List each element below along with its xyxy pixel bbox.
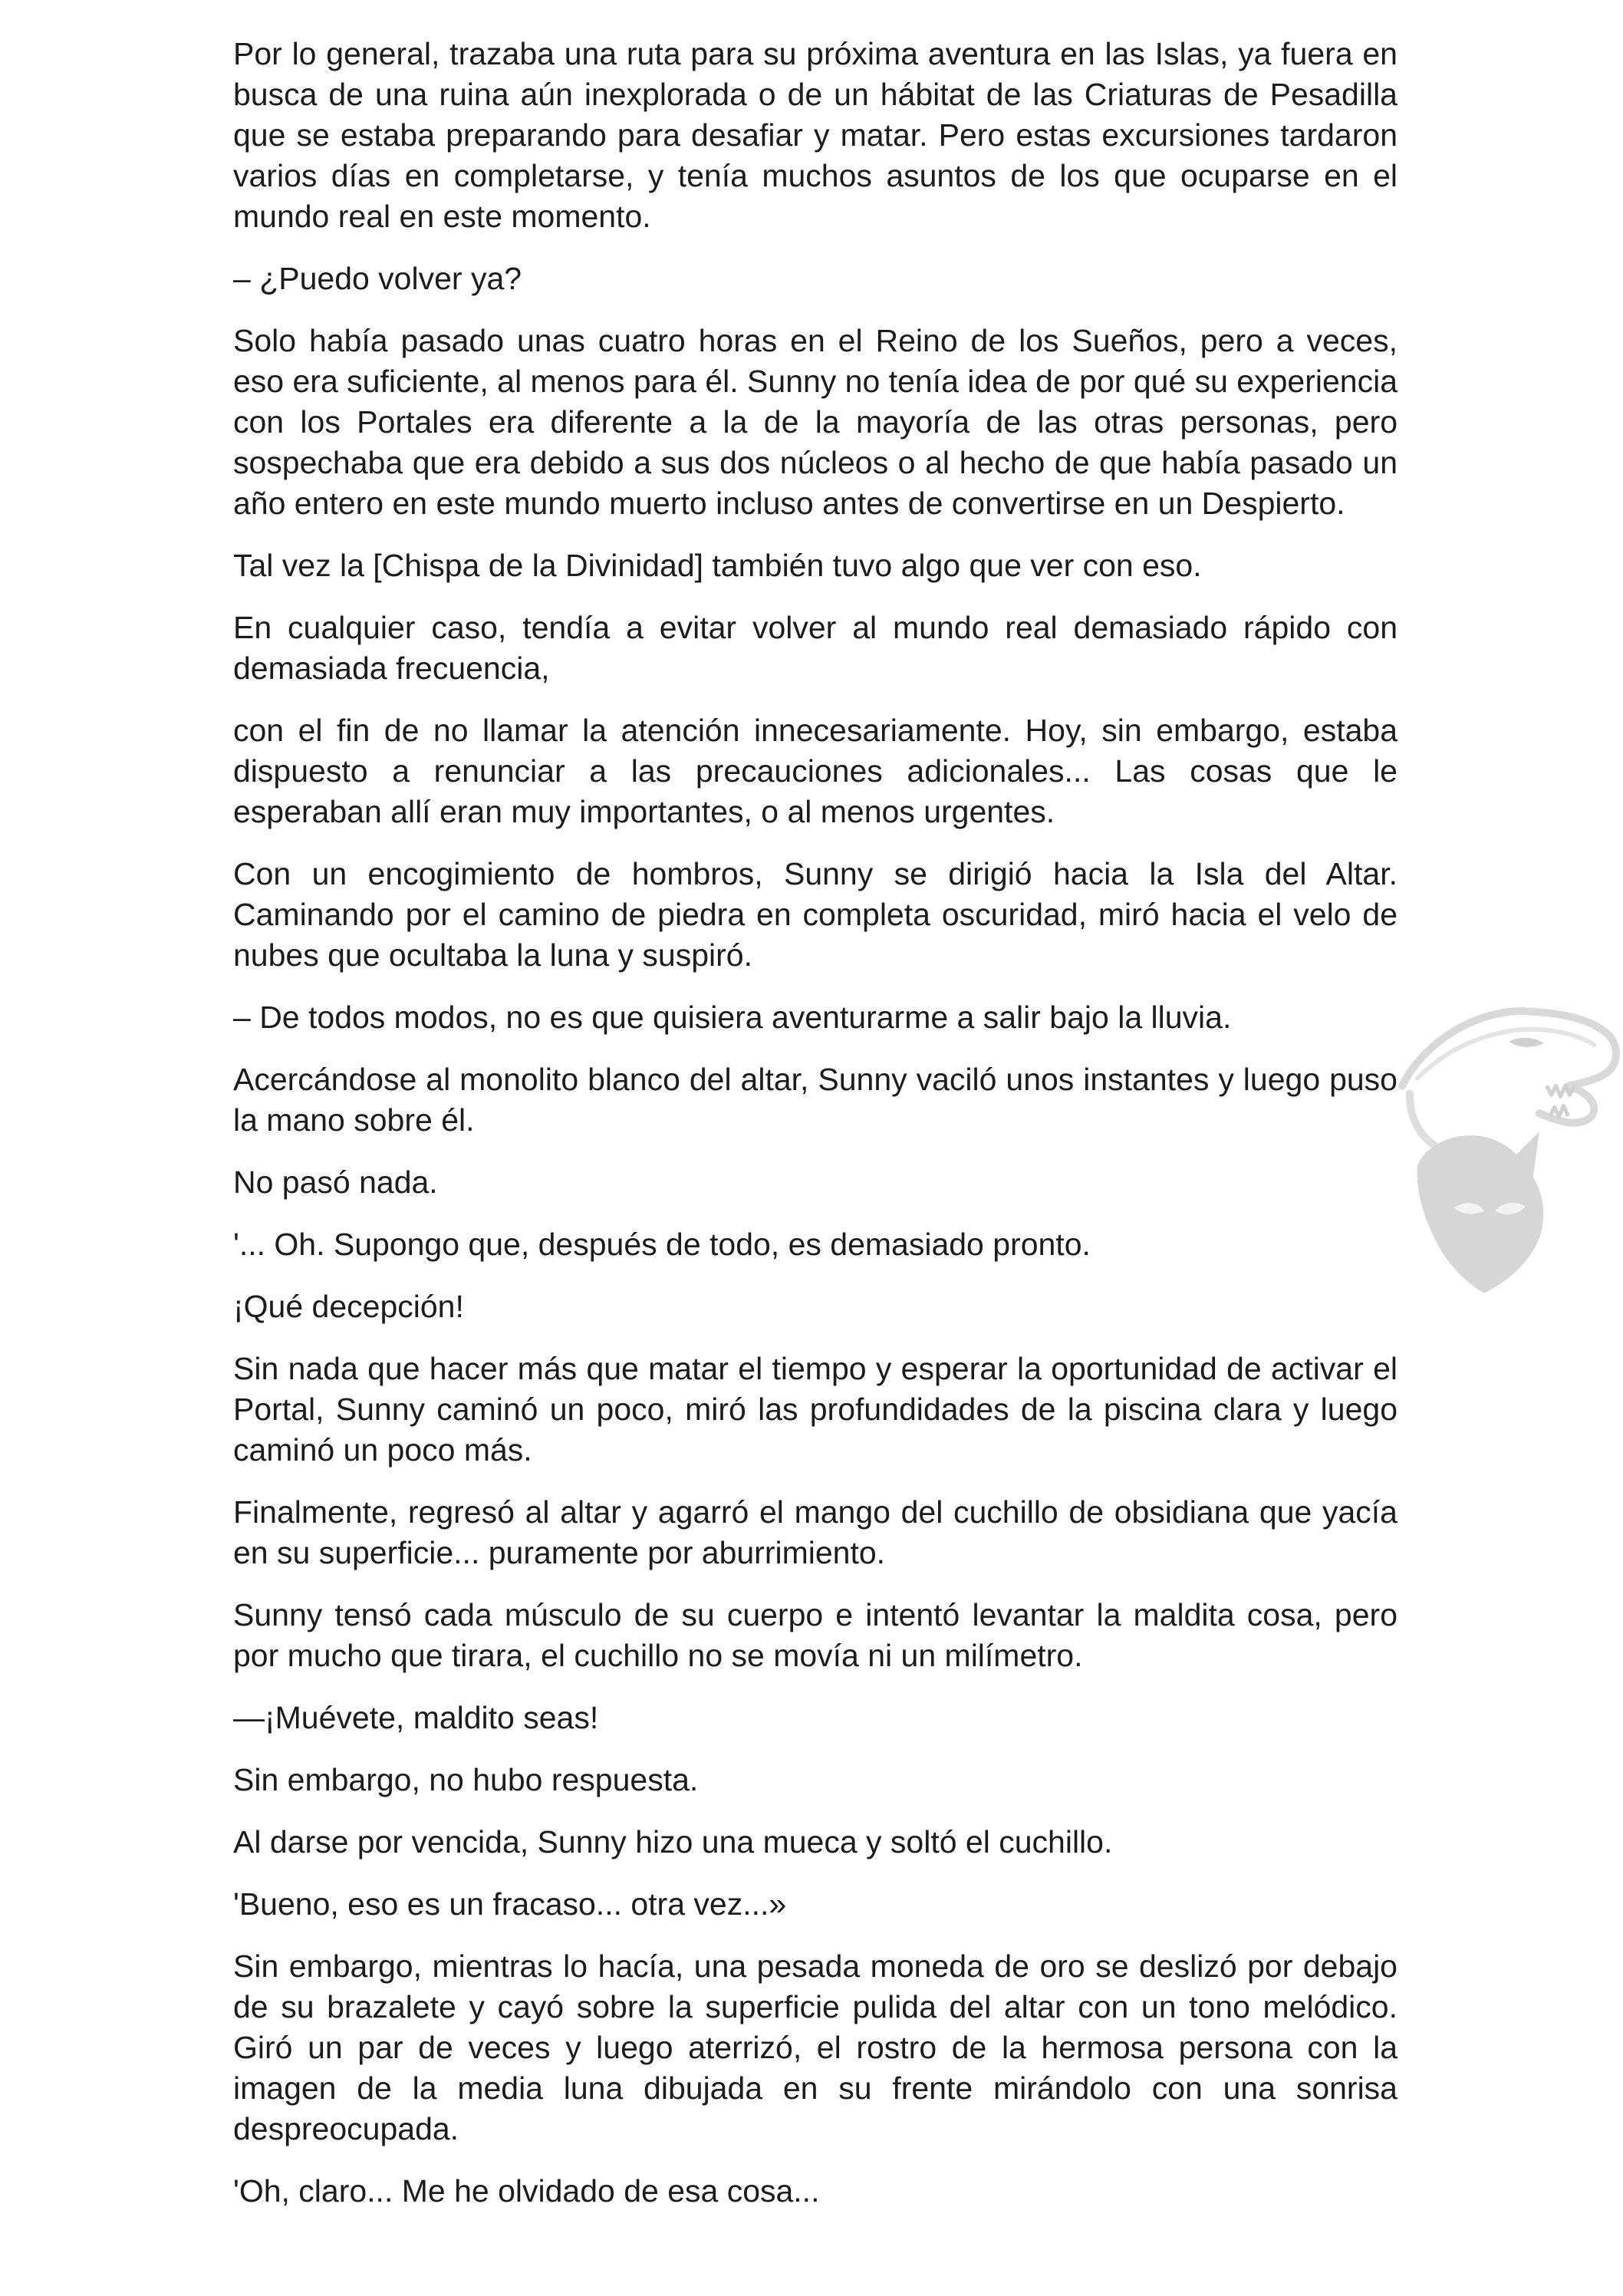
- paragraph-16: —¡Muévete, maldito seas!: [233, 1700, 599, 1735]
- paragraph-15: Sunny tensó cada músculo de su cuerpo e intentó levantar la maldita cosa, pero por mucho que tirara, el cuchillo no se movía ni un milímetro.: [233, 1597, 1397, 1673]
- paragraph-6: con el fin de no llamar la atención innecesariamente. Hoy, sin embargo, estaba dispuesto a renunciar a las precauciones adicionales... Las cosas que le esperaban allí eran muy importantes, o al menos urgentes.: [233, 713, 1397, 829]
- paragraph-4: Tal vez la [Chispa de la Divinidad] también tuvo algo que ver con eso.: [233, 548, 1202, 583]
- paragraph-13: Sin nada que hacer más que matar el tiempo y esperar la oportunidad de activar el Portal, Sunny caminó un poco, miró las profundidades de la piscina clara y luego caminó un poco más.: [233, 1351, 1397, 1468]
- paragraph-11: '... Oh. Supongo que, después de todo, es demasiado pronto.: [233, 1227, 1091, 1262]
- paragraph-12: ¡Qué decepción!: [233, 1289, 464, 1324]
- dinosaur-head-icon: [1394, 993, 1623, 1300]
- paragraph-14: Finalmente, regresó al altar y agarró el mango del cuchillo de obsidiana que yacía en su superficie... puramente por aburrimiento.: [233, 1494, 1397, 1570]
- paragraph-19: 'Bueno, eso es un fracaso... otra vez...»: [233, 1886, 787, 1922]
- paragraph-10: No pasó nada.: [233, 1164, 438, 1200]
- paragraph-5: En cualquier caso, tendía a evitar volver al mundo real demasiado rápido con demasiada frecuencia,: [233, 610, 1397, 686]
- paragraph-3: Solo había pasado unas cuatro horas en el Reino de los Sueños, pero a veces, eso era suficiente, al menos para él. Sunny no tenía idea de por qué su experiencia con los Portales era diferente a la de la mayoría de las otras personas, pero sospechaba que era debido a sus dos núcleos o al hecho de que había pasado un año entero en este mundo muerto incluso antes de convertirse en un Despierto.: [233, 323, 1397, 521]
- paragraph-2: – ¿Puedo volver ya?: [233, 261, 522, 296]
- paragraph-1: Por lo general, trazaba una ruta para su próxima aventura en las Islas, ya fuera en busca de una ruina aún inexplorada o de un hábitat de las Criaturas de Pesadilla que se estaba preparando para desafiar y matar. Pero estas excursiones tardaron varios días en completarse, y tenía muchos asuntos de los que ocuparse en el mundo real en este momento.: [233, 36, 1397, 234]
- paragraph-7: Con un encogimiento de hombros, Sunny se dirigió hacia la Isla del Altar. Caminando por el camino de piedra en completa oscuridad, miró hacia el velo de nubes que ocultaba la luna y suspiró.: [233, 856, 1397, 973]
- document-page: [233, 34, 1397, 2233]
- paragraph-18: Al darse por vencida, Sunny hizo una mueca y soltó el cuchillo.: [233, 1824, 1113, 1860]
- paragraph-17: Sin embargo, no hubo respuesta.: [233, 1762, 699, 1797]
- paragraph-8: – De todos modos, no es que quisiera aventurarme a salir bajo la lluvia.: [233, 1000, 1232, 1035]
- paragraph-9: Acercándose al monolito blanco del altar, Sunny vaciló unos instantes y luego puso la mano sobre él.: [233, 1062, 1397, 1138]
- paragraph-21: 'Oh, claro... Me he olvidado de esa cosa...: [233, 2173, 820, 2209]
- paragraph-20: Sin embargo, mientras lo hacía, una pesada moneda de oro se deslizó por debajo de su brazalete y cayó sobre la superficie pulida del altar con un tono melódico. Giró un par de veces y luego aterrizó, el rostro de la hermosa persona con la imagen de la media luna dibujada en su frente mirándolo con una sonrisa despreocupada.: [233, 1948, 1397, 2146]
